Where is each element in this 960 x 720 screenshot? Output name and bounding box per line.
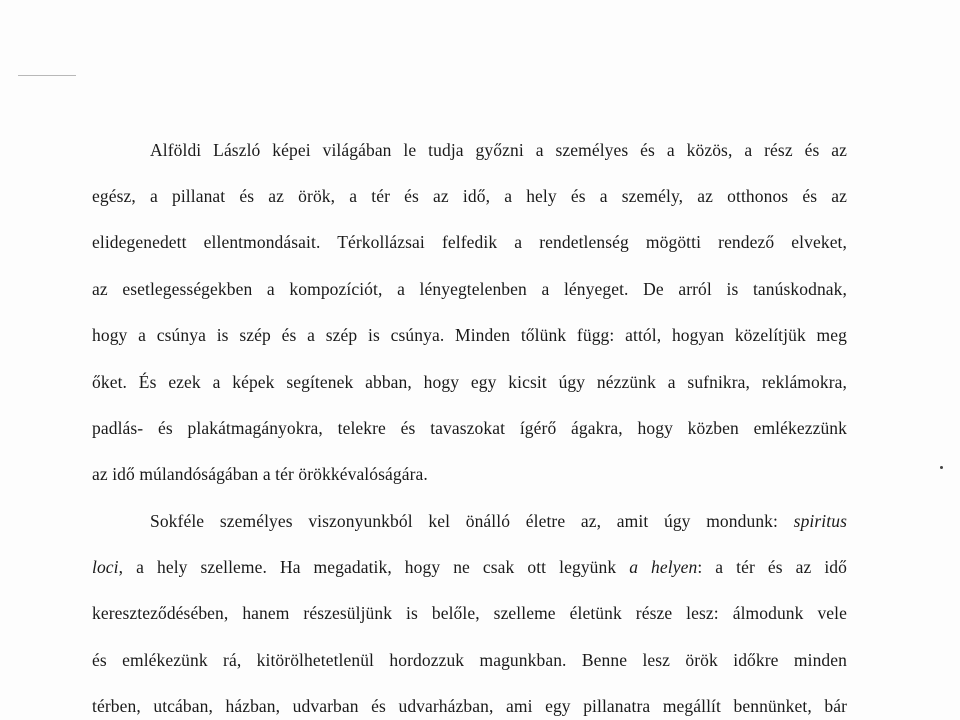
paragraph-1-line-6: őket. És ezek a képek segítenek abban, hogy egy kicsit úgy nézzünk a sufnikra, reklámokra, <box>92 372 847 392</box>
paragraph-2-line-3: kereszteződésében, hanem részesüljünk is belőle, szelleme életünk része lesz: álmodunk vele <box>92 603 847 623</box>
scan-artifact-line <box>18 75 76 76</box>
paragraph-2-line-2 <box>92 552 847 582</box>
paragraph-1-line-5: hogy a csúnya is szép és a szép is csúnya. Minden tőlünk függ: attól, hogyan közelítjük meg <box>92 325 847 345</box>
paragraph-2-line-1-text: Sokféle személyes viszonyunkból kel önálló életre az, amit úgy mondunk: <box>150 511 794 531</box>
paragraph-2-italic-a-helyen: a helyen <box>629 557 698 577</box>
paragraph-1-line-3: elidegenedett ellentmondásait. Térkollázsai felfedik a rendetlenség mögötti rendező elveket, <box>92 232 847 252</box>
paragraph-2-line-4: és emlékezünk rá, kitörölhetetlenül hordozzuk magunkban. Benne lesz örök időkre minden <box>92 650 847 670</box>
paragraph-1-line-1: Alföldi László képei világában le tudja győzni a személyes és a közös, a rész és az <box>150 140 847 160</box>
paragraph-1-line-8: az idő múlandóságában a tér örökkévalóságára. <box>92 464 428 484</box>
paragraph-1-line-4: az esetlegességekben a kompozíciót, a lényegtelenben a lényeget. De arról is tanúskodnak, <box>92 279 847 299</box>
paragraph-2-line-2-text-a: , a hely szelleme. Ha megadatik, hogy ne csak ott legyünk <box>118 557 630 577</box>
paragraph-2-line-5: térben, utcában, házban, udvarban és udvarházban, ami egy pillanatra megállít bennünket, bár <box>92 696 847 716</box>
paragraph-2-italic-spiritus: spiritus <box>793 511 847 531</box>
paragraph-1-line-2: egész, a pillanat és az örök, a tér és az idő, a hely és a személy, az otthonos és az <box>92 186 847 206</box>
scan-artifact-dot <box>940 466 943 469</box>
paragraph-2-italic-loci: loci <box>92 557 119 577</box>
paragraph-2-line-2-text-b: : a tér és az idő <box>697 557 848 577</box>
paragraph-1-line-7: padlás- és plakátmagányokra, telekre és tavaszokat ígérő ágakra, hogy közben emlékezzünk <box>92 418 847 438</box>
paragraph-2-line-1 <box>150 506 847 536</box>
